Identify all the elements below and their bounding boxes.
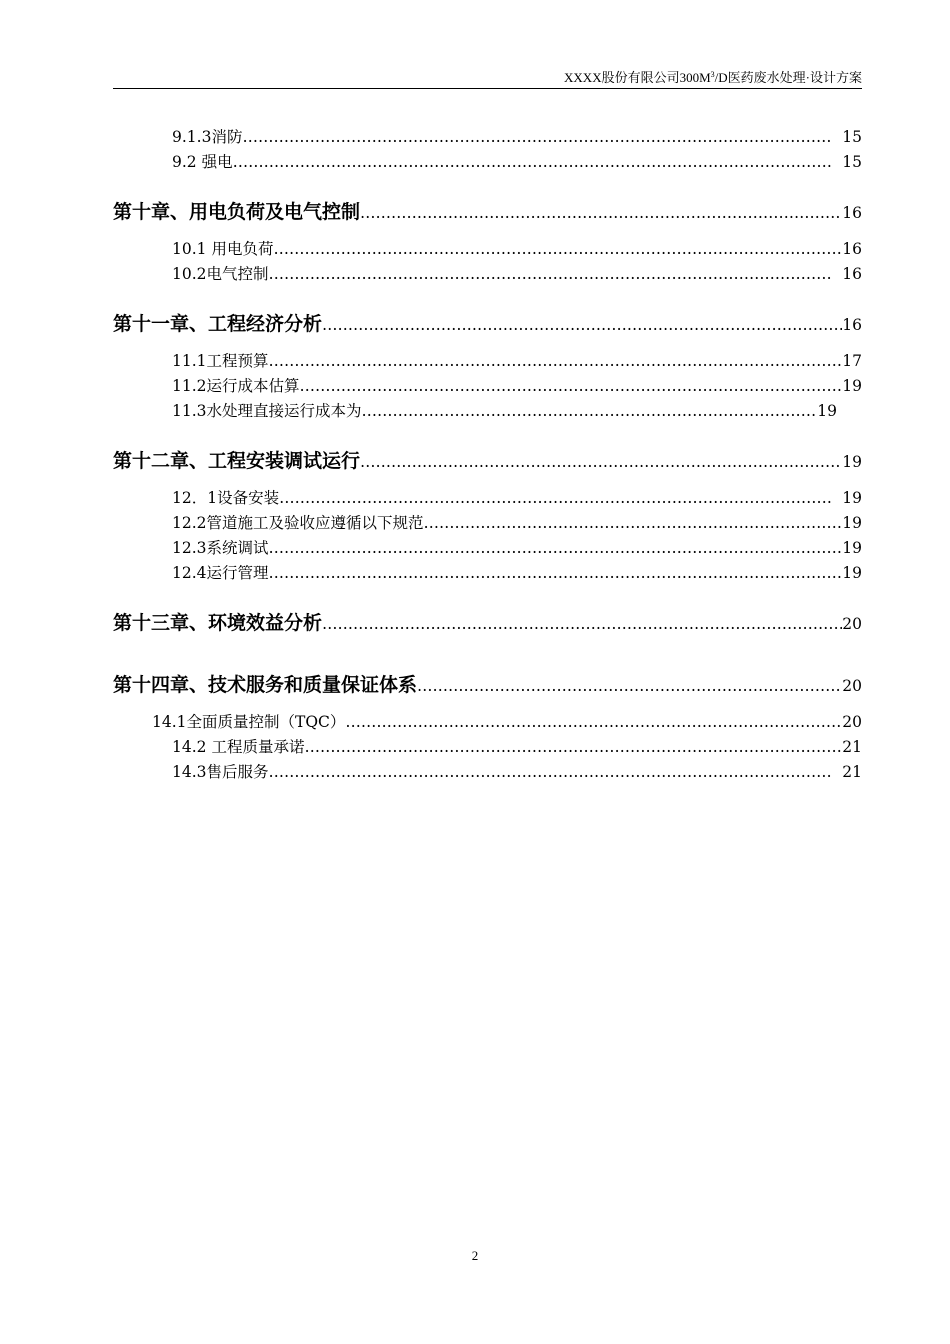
toc-leader-dots — [424, 513, 843, 533]
toc-entry-12-2[interactable] — [172, 513, 862, 533]
toc-entry-label: 10.1 用电负荷 — [172, 240, 274, 258]
toc-entry-12-3[interactable] — [172, 538, 862, 558]
toc-entry-page: 21 — [842, 738, 862, 756]
toc-entry-14-2[interactable] — [172, 737, 862, 757]
toc-entry-page: 19 — [842, 564, 862, 582]
toc-chapter-page: 20 — [842, 615, 862, 633]
toc-leader-dots — [304, 737, 842, 757]
toc-entry-9-2[interactable] — [172, 152, 862, 172]
toc-leader-dots — [269, 538, 843, 558]
toc-entry-label: 10.2电气控制 — [172, 265, 269, 283]
header-title-suffix: /D医药废水处理·设计方案 — [714, 70, 862, 85]
toc-entry-page: 20 — [842, 713, 862, 731]
page-number: 2 — [471, 1248, 479, 1263]
toc-entry-label: 12．1设备安装 — [172, 489, 280, 507]
toc-entry-page: 15 — [842, 128, 862, 146]
toc-leader-dots — [362, 401, 818, 421]
toc-entry-10-2[interactable] — [172, 264, 862, 284]
toc-leader-dots — [322, 314, 842, 336]
toc-entry-page: 19 — [817, 402, 837, 420]
toc-entry-11-2[interactable] — [172, 376, 862, 396]
toc-chapter-12[interactable] — [113, 450, 862, 474]
toc-entry-14-3[interactable] — [172, 762, 862, 782]
toc-entry-page: 19 — [842, 514, 862, 532]
toc-chapter-label: 第十二章、工程安装调试运行 — [113, 450, 361, 472]
toc-entry-page: 17 — [842, 352, 862, 370]
header-title-superscript: 3 — [710, 70, 715, 79]
toc-leader-dots — [269, 264, 833, 284]
toc-entry-12-1[interactable] — [172, 488, 862, 508]
toc-entry-page: 16 — [842, 265, 862, 283]
toc-entry-9-1-3[interactable] — [172, 127, 862, 147]
toc-entry-label: 11.3水处理直接运行成本为 — [172, 402, 362, 420]
toc-leader-dots — [233, 152, 833, 172]
toc-leader-dots — [269, 351, 843, 371]
toc-chapter-label: 第十四章、技术服务和质量保证体系 — [113, 674, 418, 696]
toc-chapter-page: 16 — [842, 204, 862, 222]
toc-leader-dots — [279, 488, 832, 508]
toc-leader-dots — [242, 127, 832, 147]
toc-leader-dots — [417, 675, 842, 697]
toc-leader-dots — [269, 762, 833, 782]
toc-entry-11-3[interactable] — [172, 401, 837, 421]
toc-entry-page: 19 — [842, 377, 862, 395]
toc-chapter-13[interactable] — [113, 612, 862, 636]
toc-entry-label: 14.1全面质量控制（TQC） — [152, 713, 346, 731]
toc-chapter-label: 第十章、用电负荷及电气控制 — [113, 201, 361, 223]
toc-entry-page: 16 — [842, 240, 862, 258]
toc-leader-dots — [273, 239, 842, 259]
toc-entry-label: 14.2 工程质量承诺 — [172, 738, 305, 756]
toc-chapter-11[interactable] — [113, 313, 862, 337]
toc-entry-page: 19 — [842, 489, 862, 507]
toc-entry-label: 12.2管道施工及验收应遵循以下规范 — [172, 514, 424, 532]
toc-entry-page: 19 — [842, 539, 862, 557]
toc-entry-label: 11.2运行成本估算 — [172, 377, 300, 395]
toc-chapter-label: 第十三章、环境效益分析 — [113, 612, 323, 634]
toc-entry-page: 15 — [842, 153, 862, 171]
toc-chapter-10[interactable] — [113, 201, 862, 225]
toc-entry-label: 12.3系统调试 — [172, 539, 269, 557]
toc-entry-label: 14.3售后服务 — [172, 763, 269, 781]
header-title-prefix: XXXX股份有限公司300M — [564, 70, 711, 85]
toc-entry-page: 21 — [842, 763, 862, 781]
toc-entry-label: 9.1.3消防 — [172, 128, 243, 146]
toc-entry-11-1[interactable] — [172, 351, 862, 371]
toc-leader-dots — [300, 376, 843, 396]
toc-leader-dots — [269, 563, 843, 583]
toc-chapter-label: 第十一章、工程经济分析 — [113, 313, 323, 335]
toc-leader-dots — [360, 202, 842, 224]
toc-chapter-14[interactable] — [113, 674, 862, 698]
toc-entry-10-1[interactable] — [172, 239, 862, 259]
toc-chapter-page: 20 — [842, 677, 862, 695]
toc-entry-label: 11.1工程预算 — [172, 352, 269, 370]
toc-entry-label: 12.4运行管理 — [172, 564, 269, 582]
toc-leader-dots — [360, 451, 842, 473]
toc-entry-12-4[interactable] — [172, 563, 862, 583]
toc-entry-14-1[interactable] — [152, 712, 862, 732]
toc-chapter-page: 16 — [842, 316, 862, 334]
toc-leader-dots — [322, 613, 842, 635]
page-header — [113, 66, 862, 89]
toc-leader-dots — [345, 712, 842, 732]
toc-chapter-page: 19 — [842, 453, 862, 471]
toc-entry-label: 9.2 强电 — [172, 153, 233, 171]
